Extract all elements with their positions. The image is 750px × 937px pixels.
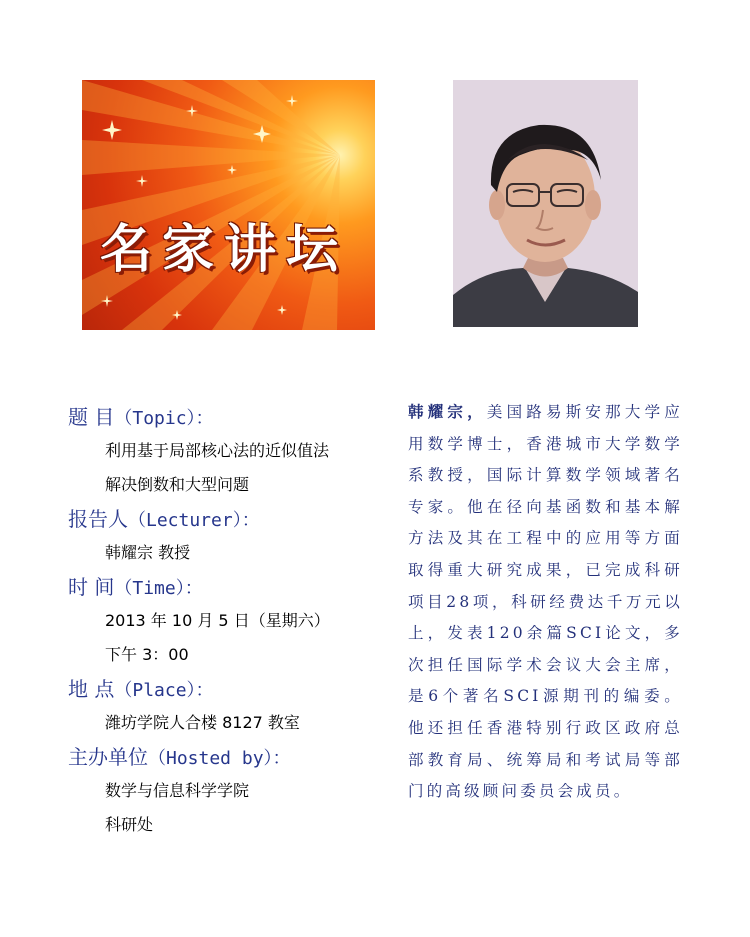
host-label: 主办单位 [68,745,148,769]
host-line-1: 数学与信息科学学院 [105,781,250,800]
topic-label: 题 目 [68,405,115,429]
place-label: 地 点 [68,677,115,701]
lecturer-value: 韩耀宗 教授 [105,543,191,562]
time-label: 时 间 [68,575,115,599]
place-value: 潍坊学院人合楼 8127 教室 [105,713,300,732]
banner-rays-graphic [82,80,375,330]
speaker-bio [408,396,683,808]
host-line-2: 科研处 [105,815,154,834]
topic-heading [68,400,398,434]
lecturer-heading [68,502,398,536]
lecturer-label: 报告人 [68,507,128,531]
topic-label-en: （Topic）： [114,408,214,429]
speaker-bio-text: 美国路易斯安那大学应用数学博士，香港城市大学数学系教授，国际计算数学领域著名专家。他在径向基函数和基本解方法及其在工程中的应用等方面取得重大研究成果，已完成科研项目28项，科研经费达千万元以上，发表120余篇SCI论文，多次担任国际学术会议大会主席，是6个著名SCI源期刊的编委。他还担任香港特别行政区政府总部教育局、统筹局和考试局等部门的高级顾问委员会成员。 [408,403,683,801]
speaker-photo [453,80,638,327]
banner-image [82,80,375,330]
time-date: 2013 年 10 月 5 日（星期六） [105,611,330,630]
speaker-name: 韩耀宗， [408,402,487,421]
place-heading [68,672,398,706]
event-info [68,400,398,842]
topic-line-2: 解决倒数和大型问题 [105,475,250,494]
topic-line-1: 利用基于局部核心法的近似值法 [105,441,330,460]
time-label-en: （Time）： [114,578,203,599]
banner-title: 名家讲坛 [100,220,349,280]
lecturer-label-en: （Lecturer）： [128,510,260,531]
time-heading [68,570,398,604]
speaker-portrait [453,80,638,327]
time-hour: 下午 3：00 [105,645,189,664]
host-label-en: （Hosted by）： [148,748,291,769]
place-label-en: （Place）： [114,680,214,701]
host-heading [68,740,398,774]
